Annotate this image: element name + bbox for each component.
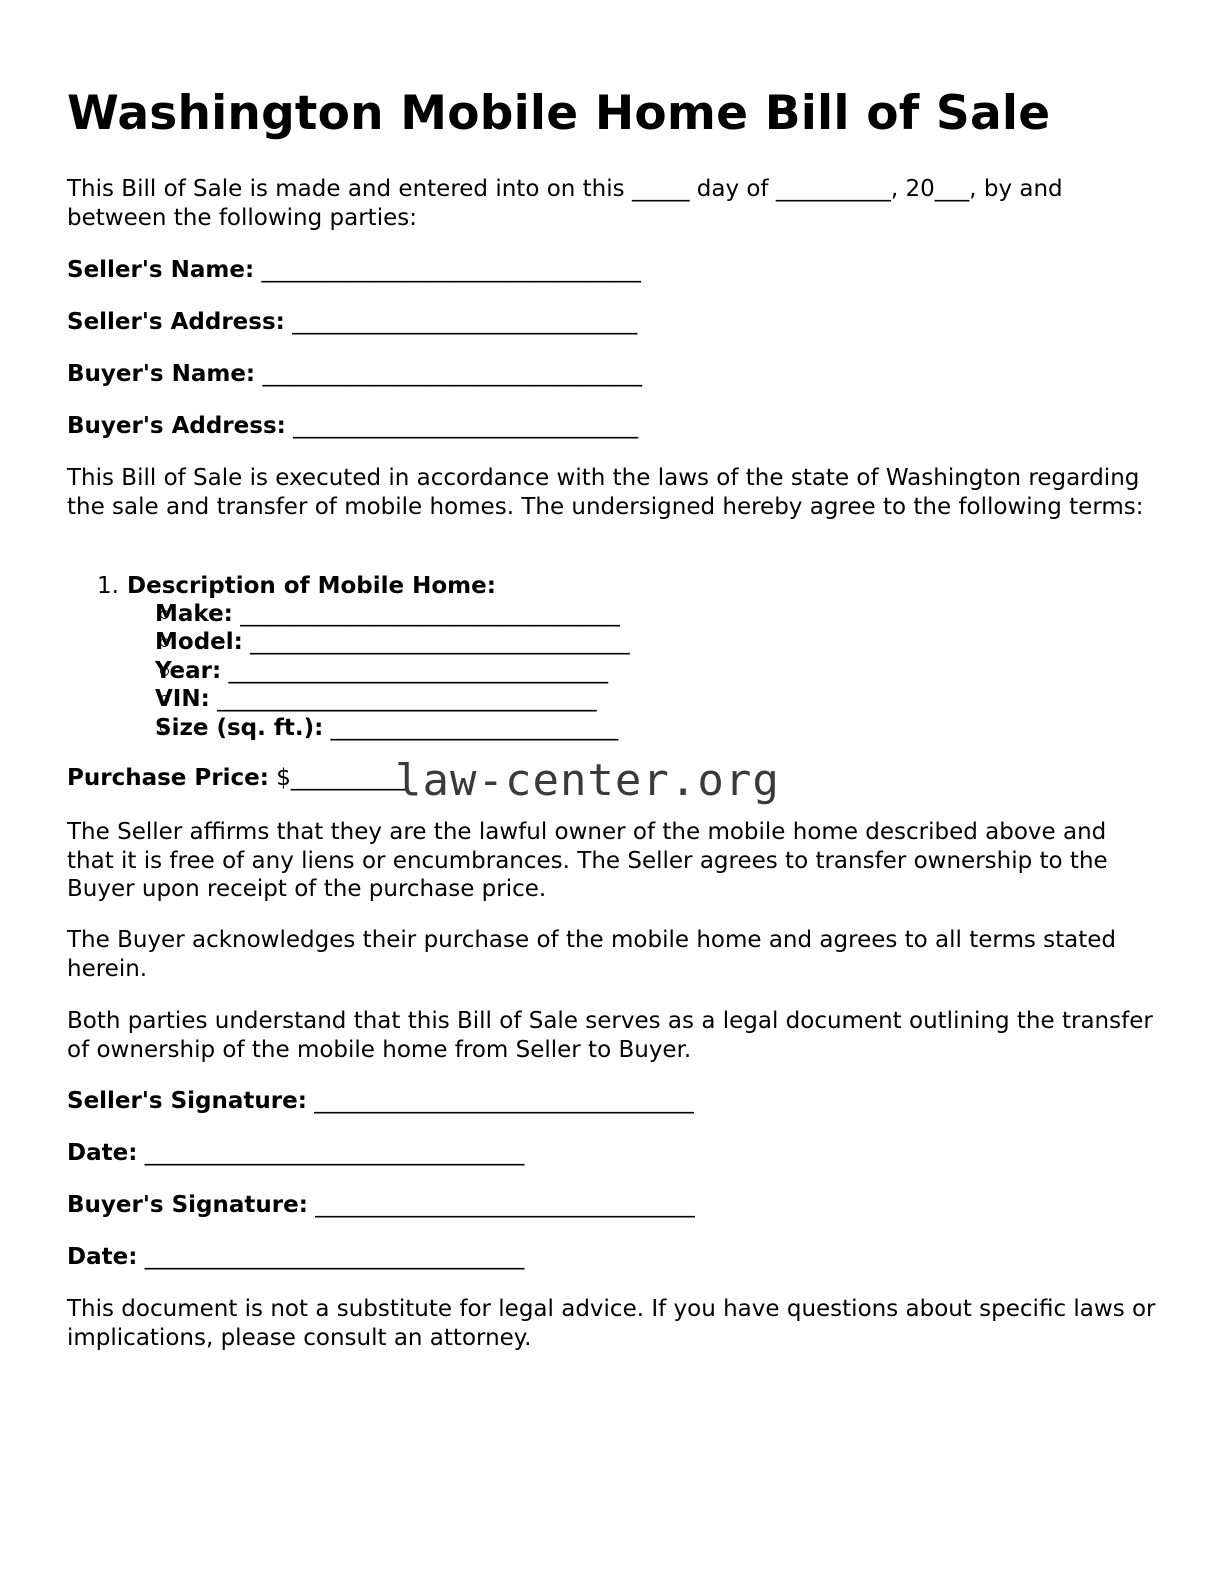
vin-field[interactable] [155, 685, 597, 714]
buyer-address-label: Buyer's Address: [67, 413, 286, 439]
watermark-text: law-center.org [395, 755, 780, 806]
purchase-price-blank[interactable]: __________ [290, 765, 406, 791]
description-number: 1. [97, 573, 119, 599]
seller-name-field[interactable] [67, 256, 641, 285]
page-title: Washington Mobile Home Bill of Sale [67, 86, 1051, 141]
seller-name-blank[interactable]: _________________________________ [261, 257, 641, 283]
disclaimer-paragraph: This document is not a substitute for legal advice. If you have questions about specific laws or implications, please consult an attorney. [67, 1296, 1156, 1351]
buyer-name-label: Buyer's Name: [67, 361, 256, 387]
buyer-date-field[interactable] [67, 1243, 524, 1272]
buyer-date-label: Date: [67, 1244, 138, 1270]
seller-address-blank[interactable]: ______________________________ [292, 309, 638, 335]
seller-address-field[interactable] [67, 308, 637, 337]
size-label: Size (sq. ft.): [155, 715, 324, 741]
description-heading-text: Description of Mobile Home: [127, 573, 496, 599]
size-blank[interactable]: _________________________ [330, 715, 619, 741]
vin-label: VIN: [155, 686, 210, 712]
buyer-address-blank[interactable]: ______________________________ [293, 413, 639, 439]
make-field[interactable] [155, 600, 620, 629]
year-label: Year: [155, 658, 222, 684]
seller-date-blank[interactable]: _________________________________ [144, 1140, 525, 1166]
seller-signature-field[interactable] [67, 1087, 694, 1116]
seller-signature-blank[interactable]: _________________________________ [314, 1088, 694, 1114]
both-parties-paragraph: Both parties understand that this Bill of Sale serves as a legal document outlining the transfer of ownership of the mobile home from Seller to Buyer. [67, 1008, 1153, 1063]
description-heading [97, 572, 496, 601]
seller-date-label: Date: [67, 1140, 138, 1166]
seller-affirms-paragraph: The Seller affirms that they are the lawful owner of the mobile home described above and that it is free of any liens or encumbrances. The Seller agrees to transfer ownership to the Buyer upon receipt of the purchase price. [67, 819, 1108, 902]
purchase-price-label: Purchase Price: [67, 765, 269, 791]
buyer-address-field[interactable] [67, 412, 638, 441]
model-blank[interactable]: _________________________________ [250, 629, 630, 655]
make-label: Make: [155, 601, 233, 627]
seller-address-label: Seller's Address: [67, 309, 285, 335]
buyer-name-blank[interactable]: _________________________________ [262, 361, 642, 387]
make-blank[interactable]: _________________________________ [240, 601, 620, 627]
model-label: Model: [155, 629, 243, 655]
terms-intro-paragraph: This Bill of Sale is executed in accordance with the laws of the state of Washington regarding the sale and transfer of mobile homes. The undersigned hereby agree to the following terms: [67, 465, 1144, 520]
purchase-price-field[interactable] [67, 764, 406, 793]
purchase-price-prefix: $ [276, 765, 291, 791]
year-field[interactable] [155, 657, 608, 686]
buyer-signature-field[interactable] [67, 1191, 695, 1220]
size-field[interactable] [155, 714, 618, 743]
vin-blank[interactable]: _________________________________ [217, 686, 597, 712]
seller-name-label: Seller's Name: [67, 257, 255, 283]
buyer-acknowledges-paragraph: The Buyer acknowledges their purchase of the mobile home and agrees to all terms stated herein. [67, 927, 1117, 982]
buyer-signature-blank[interactable]: _________________________________ [315, 1192, 695, 1218]
model-field[interactable] [155, 628, 630, 657]
buyer-date-blank[interactable]: _________________________________ [144, 1244, 525, 1270]
seller-signature-label: Seller's Signature: [67, 1088, 307, 1114]
seller-date-field[interactable] [67, 1139, 524, 1168]
year-blank[interactable]: _________________________________ [228, 658, 609, 684]
buyer-name-field[interactable] [67, 360, 642, 389]
buyer-signature-label: Buyer's Signature: [67, 1192, 308, 1218]
intro-paragraph: This Bill of Sale is made and entered into on this _____ day of __________, 20___, by and between the following parties: [67, 176, 1063, 231]
